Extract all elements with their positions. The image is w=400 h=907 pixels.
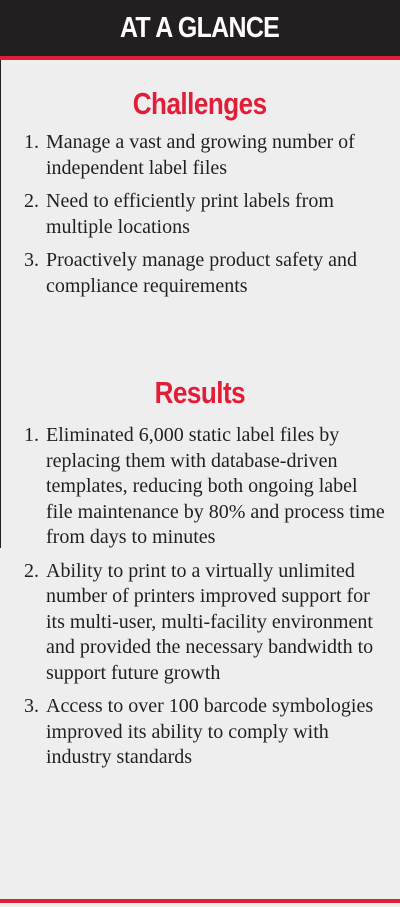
list-item: [0, 423, 400, 551]
header-accent-rule: [0, 56, 400, 60]
item-text: Access to over 100 barcode symbologies improved its ability to comply with industry standards: [46, 695, 374, 768]
footer-accent-rule: [0, 899, 400, 903]
item-number: 1.: [24, 424, 39, 446]
list-item: [0, 248, 400, 299]
list-item: [0, 130, 400, 181]
challenges-list: [0, 130, 400, 307]
item-number: 3.: [24, 249, 39, 271]
item-text: Ability to print to a virtually unlimited number of printers improved support for its multi-user, multi-facility environment and provided the necessary bandwidth to support future growth: [46, 559, 374, 684]
list-item: [0, 189, 400, 240]
challenges-heading: Challenges: [133, 86, 267, 121]
item-number: 3.: [24, 695, 39, 717]
item-text: Eliminated 6,000 static label files by replacing them with database-driven templates, reducing both ongoing label file maintenance by 80% and process time from days to minutes: [46, 424, 385, 548]
item-number: 1.: [24, 131, 39, 153]
item-number: 2.: [24, 190, 39, 212]
list-item: [0, 694, 400, 771]
results-heading: Results: [154, 375, 246, 410]
list-item: [0, 559, 400, 687]
item-text: Need to efficiently print labels from multiple locations: [46, 190, 334, 238]
item-text: Proactively manage product safety and compliance requirements: [46, 249, 357, 297]
item-number: 2.: [24, 559, 39, 582]
results-list: [0, 423, 400, 779]
panel-header: [0, 0, 400, 56]
panel-title: AT A GLANCE: [120, 11, 280, 44]
item-text: Manage a vast and growing number of independent label files: [46, 131, 355, 179]
